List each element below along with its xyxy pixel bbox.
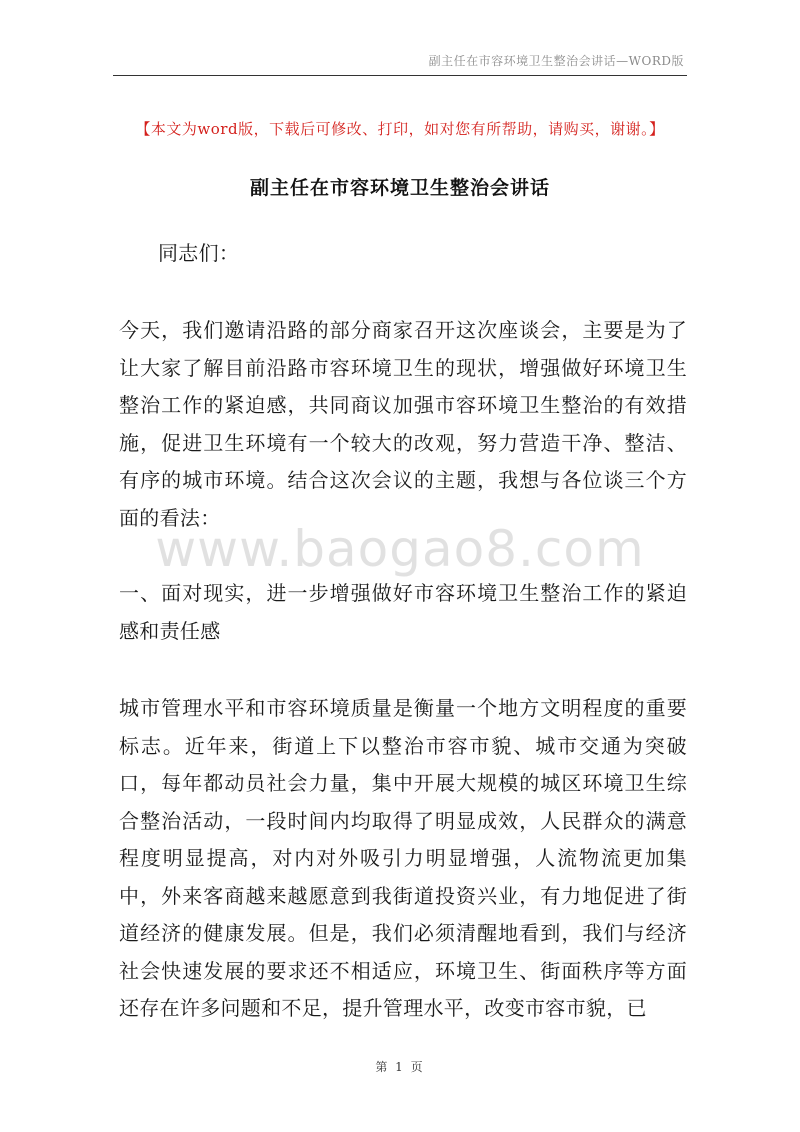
header-divider: [113, 75, 687, 76]
document-title: 副主任在市容环境卫生整治会讲话: [249, 177, 550, 199]
running-header: 副主任在市容环境卫生整治会讲话—WORD版: [428, 54, 684, 68]
paragraph-main: 城市管理水平和市容环境质量是衡量一个地方文明程度的重要标志。近年来，街道上下以整治市容市貌、城市交通为突破口，每年都动员社会力量，集中开展大规模的城区环境卫生综合整治活动，一段时间内均取得了明显成效，人民群众的满意程度明显提高，对内对外吸引力明显增强，人流物流更加集中，外来客商越来越愿意到我街道投资兴业，有力地促进了街道经济的健康发展。但是，我们必须清醒地看到，我们与经济社会快速发展的要求还不相适应，环境卫生、街面秩序等方面还存在许多问题和不足，提升管理水平，改变市容市貌，已: [119, 696, 687, 1020]
page-number: 第 1 页: [375, 1060, 425, 1074]
salutation: 同志们：: [158, 241, 240, 265]
paragraph-intro: 今天，我们邀请沿路的部分商家召开这次座谈会，主要是为了让大家了解目前沿路市容环境卫生的现状，增强做好环境卫生整治工作的紧迫感，共同商议加强市容环境卫生整治的有效措施，促进卫生环境有一个较大的改观，努力营造干净、整洁、有序的城市环境。结合这次会议的主题，我想与各位谈三个方面的看法：: [119, 318, 687, 530]
watermark: www.baogao8.com: [155, 520, 645, 578]
section-heading: 一、面对现实，进一步增强做好市容环境卫生整治工作的紧迫感和责任感: [119, 581, 687, 643]
purchase-notice: 【本文为word版，下载后可修改、打印，如对您有所帮助，请购买，谢谢。】: [135, 120, 665, 138]
